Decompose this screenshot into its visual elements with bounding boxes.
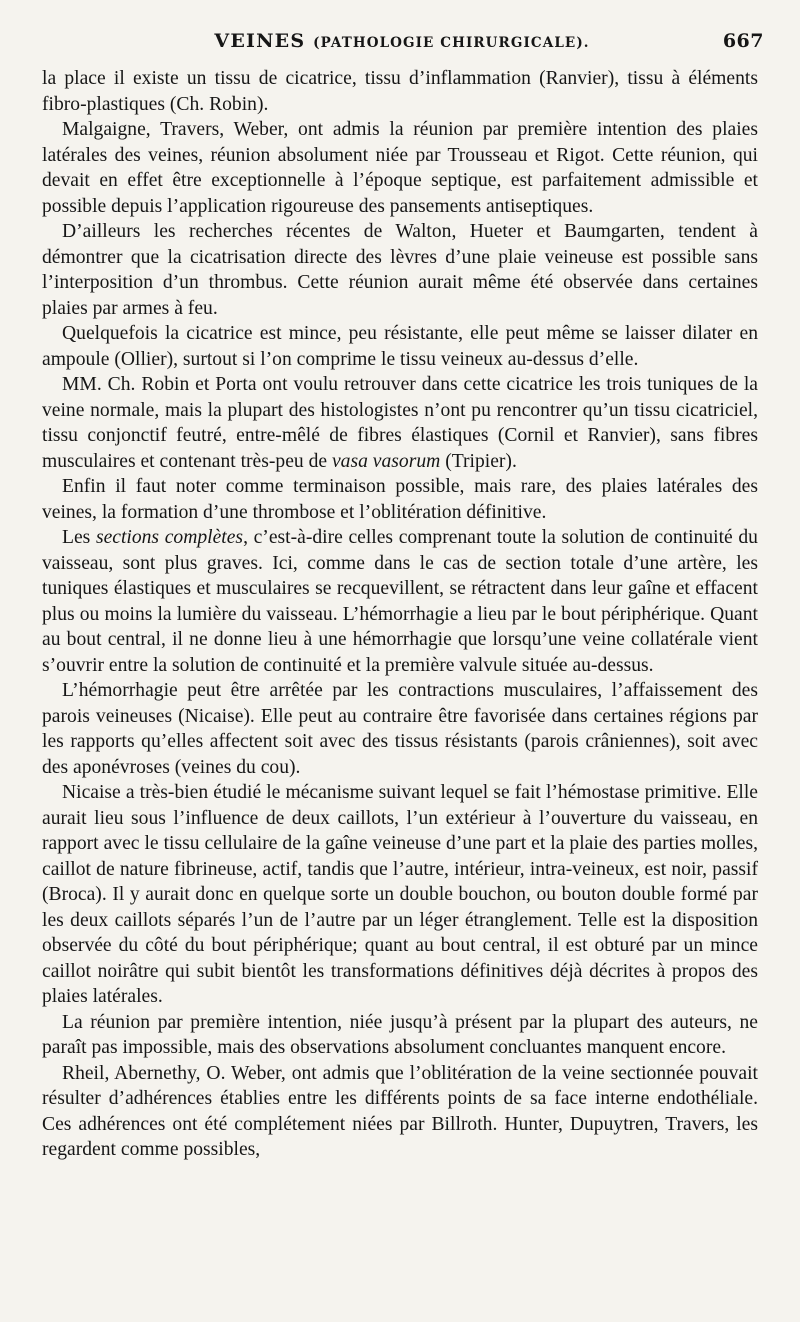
body-text [42, 66, 758, 1163]
paragraph: Enfin il faut noter comme terminaison possible, mais rare, des plaies latérales des veines, la formation d’une thrombose et l’oblitération définitive. [42, 476, 758, 523]
paragraph-text: MM. Ch. Robin et Porta ont voulu retrouver dans cette cicatrice les trois tuniques de la veine normale, mais la plupart des histologistes n’ont pu rencontrer qu’un tissu cicatriciel, tissu conjonctif feutré, entre-mêlé de fibres élastiques (Cornil et Ranvier), sans fibres musculaires et contenant très-peu de [42, 374, 758, 472]
paragraph: D’ailleurs les recherches récentes de Walton, Hueter et Baumgarten, tendent à démontrer que la cicatrisation directe des lèvres d’une plaie veineuse est possible sans l’interposition d’un thrombus. Cette réunion aurait même été observée dans certaines plaies par armes à feu. [42, 221, 758, 319]
running-head [40, 30, 764, 60]
paragraph [42, 372, 758, 474]
running-title [40, 30, 764, 52]
paragraph: la place il existe un tissu de cicatrice, tissu d’inflammation (Ranvier), tissu à éléments fibro-plastiques (Ch. Robin). [42, 68, 758, 115]
italic-term: sections complètes [95, 527, 244, 548]
paragraph: Rheil, Abernethy, O. Weber, ont admis que l’oblitération de la veine sectionnée pouvait résulter d’adhérences établies entre les différents points de sa face interne endothéliale. Ces adhérences ont été complétement niées par Billroth. Hunter, Dupuytren, Travers, les regardent comme possibles, [42, 1062, 758, 1160]
paragraph [42, 525, 758, 678]
paragraph-text: Les [62, 527, 96, 548]
paragraph: Nicaise a très-bien étudié le mécanisme suivant lequel se fait l’hémostase primitive. Elle aurait lieu sous l’influence de deux caillots, l’un extérieur à l’ouverture du vaisseau, en rapport avec le tissu cellulaire de la gaîne veineuse d’une part et la plaie des parties molles, caillot de nature fibrineuse, actif, tandis que l’autre, intérieur, intra-veineux, est noir, passif (Broca). Il y aurait donc en quelque sorte un double bouchon, ou bouton double formé par les deux caillots séparés l’un de l’autre par un léger étranglement. Telle est la disposition observée du côté du bout périphérique; quant au bout central, il est obturé par un mince caillot noirâtre qui subit bientôt les transformations définitives déjà décrites à propos des plaies latérales. [42, 782, 758, 1007]
paragraph-text: (Tripier). [440, 450, 517, 472]
running-title-subtitle: (PATHOLOGIE CHIRURGICALE). [313, 35, 590, 51]
page-number: 667 [722, 30, 764, 52]
paragraph: La réunion par première intention, niée jusqu’à présent par la plupart des auteurs, ne paraît pas impossible, mais des observations absolument concluantes manquent encore. [42, 1011, 758, 1058]
paragraph: Malgaigne, Travers, Weber, ont admis la réunion par première intention des plaies latérales des veines, réunion absolument niée par Trousseau et Rigot. Cette réunion, qui devait en effet être exceptionnelle à l’époque septique, est parfaitement admissible et possible depuis l’application rigoureuse des pansements antiseptiques. [42, 119, 758, 217]
running-title-main: VEINES [214, 30, 306, 52]
paragraph: L’hémorrhagie peut être arrêtée par les contractions musculaires, l’affaissement des parois veineuses (Nicaise). Elle peut au contraire être favorisée dans certaines régions par les rapports qu’elles affectent soit avec des tissus résistants (parois crâniennes), soit avec des aponévroses (veines du cou). [42, 680, 758, 778]
italic-term: vasa vasorum [331, 450, 441, 472]
paragraph-text: , c’est-à-dire celles comprenant toute la solution de continuité du vaisseau, sont plus graves. Ici, comme dans le cas de section totale d’une artère, les tuniques élastiques et musculaires se recquevillent, se rétractent dans leur gaîne et effacent plus ou moins la lumière du vaisseau. L’hémorrhagie a lieu par le bout périphérique. Quant au bout central, il ne donne lieu à une hémorrhagie que lorsqu’une veine collatérale vient s’ouvrir entre la solution de continuité et la première valvule située au-dessus. [42, 527, 758, 676]
paragraph: Quelquefois la cicatrice est mince, peu résistante, elle peut même se laisser dilater en ampoule (Ollier), surtout si l’on comprime le tissu veineux au-dessus d’elle. [42, 323, 758, 370]
